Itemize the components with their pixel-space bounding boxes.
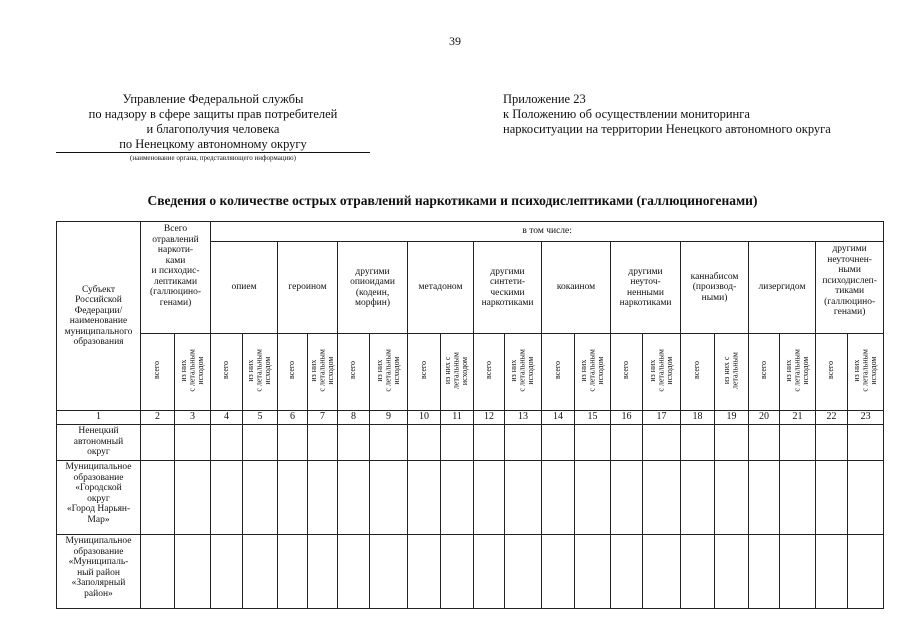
report-table (56, 221, 884, 609)
column-number: 7 (308, 411, 338, 425)
empty-data-cell (749, 461, 780, 535)
empty-data-cell (211, 425, 243, 461)
subheader-fatal: из них с летальным исходом (783, 348, 810, 392)
subheader-total-cell (141, 334, 175, 411)
empty-data-cell (643, 535, 681, 609)
empty-data-cell (211, 461, 243, 535)
empty-data-cell (370, 425, 408, 461)
empty-data-cell (643, 461, 681, 535)
subject-header: Субъект Российской Федерации/ наименование муниципального образования (57, 222, 141, 411)
column-number: 4 (211, 411, 243, 425)
empty-data-cell (474, 461, 505, 535)
subheader-fatal: из них с летальным исходом (308, 348, 335, 392)
empty-data-cell (243, 535, 278, 609)
subheader-total-cell (338, 334, 370, 411)
issuer-block (56, 92, 370, 163)
column-number-row (57, 411, 884, 425)
column-number: 9 (370, 411, 408, 425)
subheader-total: всего (348, 361, 358, 380)
empty-data-cell (848, 425, 884, 461)
subheader-fatal-cell (505, 334, 542, 411)
empty-data-cell (441, 535, 474, 609)
subheader-total: всего (221, 361, 231, 380)
empty-data-cell (611, 535, 643, 609)
subheader-total: всего (418, 361, 428, 380)
row-label-nao: Ненецкий автономный округ (57, 425, 141, 461)
empty-data-cell (338, 425, 370, 461)
empty-data-cell (749, 535, 780, 609)
subheader-total-cell (408, 334, 441, 411)
empty-data-cell (681, 425, 715, 461)
subheader-fatal: из них с летальным исходом (246, 348, 273, 392)
column-number: 16 (611, 411, 643, 425)
sub-header-row (57, 334, 884, 411)
issuer-line-4: по Ненецкому автономному округу (56, 137, 370, 153)
substance-opium: опием (211, 242, 278, 334)
column-number: 11 (441, 411, 474, 425)
appendix-block (503, 92, 883, 137)
column-number: 19 (715, 411, 749, 425)
empty-data-cell (370, 461, 408, 535)
empty-data-cell (715, 461, 749, 535)
substance-cocaine: кокаином (542, 242, 611, 334)
empty-data-cell (175, 461, 211, 535)
empty-data-cell (338, 461, 370, 535)
column-number: 13 (505, 411, 542, 425)
column-number: 5 (243, 411, 278, 425)
substance-methadone: метадоном (408, 242, 474, 334)
column-number: 6 (278, 411, 308, 425)
issuer-line-2: по надзору в сфере защиты прав потребителей (88, 107, 338, 121)
subheader-fatal: из них с летальным исходом (509, 348, 536, 392)
empty-data-cell (848, 461, 884, 535)
column-number: 10 (408, 411, 441, 425)
subheader-fatal-cell (308, 334, 338, 411)
column-number: 14 (542, 411, 575, 425)
subheader-total: всего (287, 361, 297, 380)
subheader-fatal: из них с летальным исходом (374, 348, 401, 392)
empty-data-cell (278, 425, 308, 461)
column-number: 23 (848, 411, 884, 425)
empty-data-cell (715, 535, 749, 609)
empty-data-cell (715, 425, 749, 461)
document-title: Сведения о количестве острых отравлений наркотиками и психодислептиками (галлюциногенами) (147, 193, 758, 208)
empty-data-cell (643, 425, 681, 461)
appendix-line-3: наркоситуации на территории Ненецкого автономного округа (503, 122, 831, 136)
substance-heroin: героином (278, 242, 338, 334)
column-number: 8 (338, 411, 370, 425)
subheader-fatal-cell (848, 334, 884, 411)
subheader-total-cell (542, 334, 575, 411)
subheader-total: всего (826, 361, 836, 380)
subheader-fatal-cell (780, 334, 816, 411)
empty-data-cell (749, 425, 780, 461)
empty-data-cell (816, 425, 848, 461)
subheader-total: всего (152, 361, 162, 380)
appendix-line-1: Приложение 23 (503, 92, 586, 106)
subheader-fatal: из них с летальным исходом (178, 348, 205, 392)
empty-data-cell (441, 461, 474, 535)
empty-data-cell (441, 425, 474, 461)
empty-data-cell (474, 425, 505, 461)
column-number: 22 (816, 411, 848, 425)
empty-data-cell (308, 535, 338, 609)
subheader-fatal-cell (441, 334, 474, 411)
empty-data-cell (338, 535, 370, 609)
empty-data-cell (141, 535, 175, 609)
subheader-fatal-cell (243, 334, 278, 411)
empty-data-cell (505, 461, 542, 535)
empty-data-cell (780, 535, 816, 609)
empty-data-cell (370, 535, 408, 609)
row-label-zapolyarny: Муниципальное образование «Муниципаль- ный район «Заполярный район» (57, 535, 141, 609)
column-number: 20 (749, 411, 780, 425)
empty-data-cell (308, 461, 338, 535)
table-row (57, 461, 884, 535)
empty-data-cell (816, 461, 848, 535)
subheader-total-cell (611, 334, 643, 411)
subheader-fatal-cell (175, 334, 211, 411)
empty-data-cell (278, 535, 308, 609)
empty-data-cell (243, 461, 278, 535)
empty-data-cell (542, 535, 575, 609)
empty-data-cell (408, 425, 441, 461)
issuer-line-3: и благополучия человека (146, 122, 280, 136)
subheader-total-cell (681, 334, 715, 411)
empty-data-cell (408, 461, 441, 535)
subheader-total: всего (758, 361, 768, 380)
empty-data-cell (575, 535, 611, 609)
table-row (57, 425, 884, 461)
subheader-fatal-cell (575, 334, 611, 411)
column-number: 12 (474, 411, 505, 425)
including-header: в том числе: (211, 222, 884, 242)
substance-lysergide: лизергидом (749, 242, 816, 334)
subheader-fatal-cell (643, 334, 681, 411)
empty-data-cell (175, 535, 211, 609)
empty-data-cell (542, 425, 575, 461)
column-number: 15 (575, 411, 611, 425)
subheader-fatal: из них с летальным исходом (647, 348, 674, 392)
empty-data-cell (505, 425, 542, 461)
substance-cannabis: каннабисом (производ- ными) (681, 242, 749, 334)
substance-other-unspecified-drugs: другими неуточ- ненными наркотиками (611, 242, 681, 334)
empty-data-cell (780, 425, 816, 461)
empty-data-cell (474, 535, 505, 609)
empty-data-cell (243, 425, 278, 461)
empty-data-cell (141, 425, 175, 461)
subheader-fatal: из них с летальным исходом (851, 348, 878, 392)
column-number: 18 (681, 411, 715, 425)
column-number: 1 (57, 411, 141, 425)
subheader-total: всего (552, 361, 562, 380)
subheader-total-cell (749, 334, 780, 411)
subheader-total-cell (278, 334, 308, 411)
empty-data-cell (175, 425, 211, 461)
empty-data-cell (611, 461, 643, 535)
page-number: 39 (449, 34, 461, 48)
empty-data-cell (542, 461, 575, 535)
empty-data-cell (848, 535, 884, 609)
column-number: 3 (175, 411, 211, 425)
appendix-line-2: к Положению об осуществлении мониторинга (503, 107, 750, 121)
substance-other-opioids: другими опиоидами (кодеин, морфин) (338, 242, 408, 334)
empty-data-cell (408, 535, 441, 609)
subheader-fatal-cell (715, 334, 749, 411)
total-poisonings-header: Всего отравлений наркоти- ками и психодис- лептиками (галлюцино- генами) (141, 222, 211, 334)
empty-data-cell (211, 535, 243, 609)
subheader-total: всего (692, 361, 702, 380)
substance-other-synthetic: другими синтети- ческими наркотиками (474, 242, 542, 334)
column-number: 17 (643, 411, 681, 425)
table-row (57, 535, 884, 609)
subheader-fatal-cell (370, 334, 408, 411)
subheader-fatal: из них с летальным исходом (443, 351, 470, 389)
empty-data-cell (505, 535, 542, 609)
empty-data-cell (681, 535, 715, 609)
empty-data-cell (681, 461, 715, 535)
empty-data-cell (611, 425, 643, 461)
empty-data-cell (780, 461, 816, 535)
empty-data-cell (816, 535, 848, 609)
empty-data-cell (575, 425, 611, 461)
column-number: 2 (141, 411, 175, 425)
substance-other-psychodysleptics: другими неуточнен- ными психодислеп- тиками (галлюцино- генами) (816, 242, 884, 334)
subheader-total: всего (621, 361, 631, 380)
empty-data-cell (575, 461, 611, 535)
empty-data-cell (278, 461, 308, 535)
subheader-fatal: из них с летальным (722, 351, 740, 389)
issuer-caption: (наименование органа, представляющего информацию) (130, 154, 296, 162)
empty-data-cell (308, 425, 338, 461)
subheader-total-cell (474, 334, 505, 411)
column-number: 21 (780, 411, 816, 425)
issuer-line-1: Управление Федеральной службы (122, 92, 304, 106)
subheader-total-cell (211, 334, 243, 411)
subheader-total-cell (816, 334, 848, 411)
row-label-naryan-mar: Муниципальное образование «Городской округ «Город Нарьян- Мар» (57, 461, 141, 535)
subheader-total: всего (483, 361, 493, 380)
subheader-fatal: из них с летальным исходом (578, 348, 605, 392)
empty-data-cell (141, 461, 175, 535)
